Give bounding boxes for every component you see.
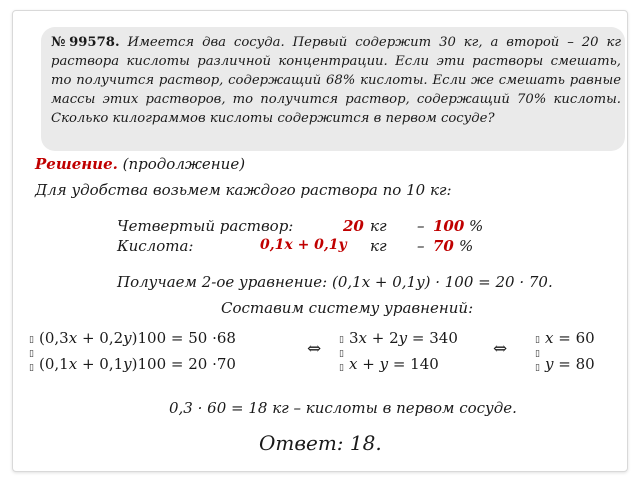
problem-text: Имеется два сосуда. Первый содержит 30 кг, а второй – 20 кг раствора кислоты различной концентрации. Если эти растворы смешать, то получится раствор, содержащий 68% кислоты. Если же смешать равные массы этих растворов, то получится раствор, содержащий 70% кислоты. Сколько килограммов кислоты содержится в первом сосуде? <box>51 35 621 126</box>
brace-icon: ▯ <box>535 349 540 359</box>
row2-label: Кислота: <box>117 237 194 255</box>
row1-percent-sign: % <box>469 217 484 235</box>
brace-icon: ▯ <box>339 363 344 373</box>
problem-statement <box>51 33 621 128</box>
row2-unit: кг <box>370 237 387 255</box>
system1-eq2: (0,1x + 0,1y)100 = 20 ·70 <box>39 355 236 373</box>
system3-eq2: y = 80 <box>545 355 595 373</box>
system2-eq1: 3x + 2y = 340 <box>349 329 458 347</box>
system3-eq1: x = 60 <box>545 329 595 347</box>
system2-eq2: x + y = 140 <box>349 355 439 373</box>
solution-heading: Решение. <box>35 155 118 173</box>
equivalence-arrow-2: ⇔ <box>493 339 508 359</box>
slide <box>12 10 628 472</box>
row2-dash: – <box>417 237 425 255</box>
row1-dash: – <box>417 217 425 235</box>
system-heading: Составим систему уравнений: <box>221 299 474 317</box>
solution-heading-line <box>35 155 245 173</box>
row1-unit: кг <box>370 217 387 235</box>
conclusion: 0,3 · 60 = 18 кг – кислоты в первом сосуде. <box>169 399 517 417</box>
row1-label: Четвертый раствор: <box>117 217 294 235</box>
row2-percent-sign: % <box>459 237 474 255</box>
solution-intro: Для удобства возьмем каждого раствора по 10 кг: <box>35 181 452 199</box>
solution-continuation: (продолжение) <box>122 155 246 173</box>
row1-percent-value: 100 <box>433 217 465 235</box>
row2-value: 0,1x + 0,1y <box>260 237 347 253</box>
brace-icon: ▯ <box>339 349 344 359</box>
problem-box <box>41 27 625 151</box>
answer: Ответ: 18. <box>259 431 382 455</box>
brace-icon: ▯ <box>29 349 34 359</box>
row2-percent-value: 70 <box>433 237 454 255</box>
brace-icon: ▯ <box>339 335 344 345</box>
brace-icon: ▯ <box>535 363 540 373</box>
row1-value: 20 <box>343 217 364 235</box>
brace-icon: ▯ <box>29 363 34 373</box>
problem-number: №99578. <box>51 35 120 50</box>
brace-icon: ▯ <box>29 335 34 345</box>
system1-eq1: (0,3x + 0,2y)100 = 50 ·68 <box>39 329 236 347</box>
equivalence-arrow-1: ⇔ <box>307 339 322 359</box>
second-equation: Получаем 2-ое уравнение: (0,1x + 0,1y) · 100 = 20 · 70. <box>117 273 553 291</box>
brace-icon: ▯ <box>535 335 540 345</box>
